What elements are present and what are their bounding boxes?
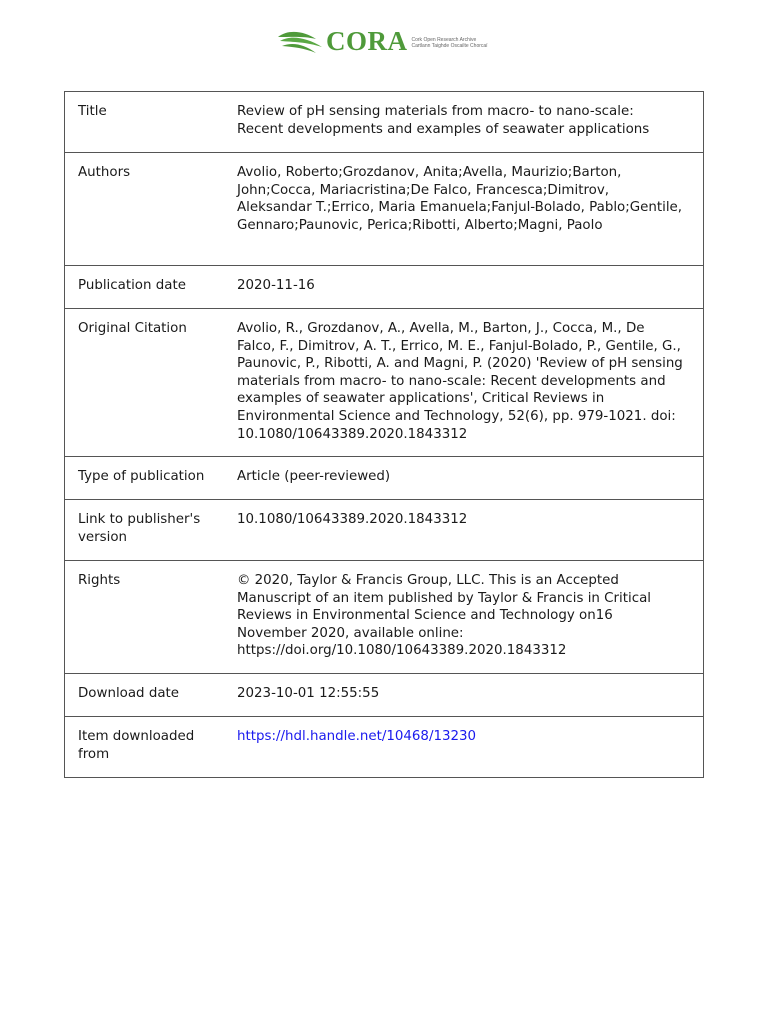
table-row: [65, 266, 704, 309]
logo-wordmark: CORA: [326, 25, 408, 56]
publication-type-label: Type of publication: [65, 457, 226, 500]
citation-label: Original Citation: [65, 309, 226, 457]
table-row: [65, 717, 704, 778]
table-row: [65, 92, 704, 153]
authors-label: Authors: [65, 153, 226, 266]
table-row: [65, 153, 704, 266]
table-row: [65, 457, 704, 500]
download-date-label: Download date: [65, 674, 226, 717]
table-row: [65, 309, 704, 457]
logo-tagline-irish: Cartlann Taighde Oscailte Chorcaí: [411, 43, 488, 49]
publisher-link-label: Link to publisher's version: [65, 500, 226, 561]
publication-type-value: Article (peer-reviewed): [225, 457, 704, 500]
logo-tagline-english: Cork Open Research Archive: [411, 37, 477, 43]
citation-value: Avolio, R., Grozdanov, A., Avella, M., Barton, J., Cocca, M., De Falco, F., Dimitrov, A. T., Errico, M. E., Fanjul-Bolado, P., Gentile, G., Paunovic, P., Ribotti, A. and Magni, P. (2020) 'Review of pH sensing materials from macro- to nano-scale: Recent developments and examples of seawater applications', Critical Reviews in Environmental Science and Technology, 52(6), pp. 979-1021. doi: 10.1080/10643389.2020.1843312: [225, 309, 704, 457]
table-row: [65, 674, 704, 717]
item-downloaded-label: Item downloaded from: [65, 717, 226, 778]
publication-date-label: Publication date: [65, 266, 226, 309]
title-value: Review of pH sensing materials from macro- to nano-scale: Recent developments and examples of seawater applications: [225, 92, 704, 153]
publication-date-value: 2020-11-16: [225, 266, 704, 309]
download-date-value: 2023-10-01 12:55:55: [225, 674, 704, 717]
handle-link[interactable]: https://hdl.handle.net/10468/13230: [237, 729, 477, 744]
table-row: [65, 500, 704, 561]
leaf-icon: [276, 27, 324, 55]
cora-logo: [276, 26, 488, 56]
title-label: Title: [65, 92, 226, 153]
rights-value: © 2020, Taylor & Francis Group, LLC. This is an Accepted Manuscript of an item published by Taylor & Francis in Critical Reviews in Environmental Science and Technology on16 November 2020, available online: https://doi.org/10.1080/10643389.2020.1843312: [225, 561, 704, 674]
item-downloaded-cell: [225, 717, 704, 778]
rights-label: Rights: [65, 561, 226, 674]
metadata-table: [64, 91, 704, 778]
logo-tagline: [412, 37, 488, 49]
table-row: [65, 561, 704, 674]
publisher-link-value: 10.1080/10643389.2020.1843312: [225, 500, 704, 561]
authors-value: Avolio, Roberto;Grozdanov, Anita;Avella, Maurizio;Barton, John;Cocca, Mariacristina;De Falco, Francesca;Dimitrov, Aleksandar T.;Errico, Maria Emanuela;Fanjul-Bolado, Pablo;Gentile, Gennaro;Paunovic, Perica;Ribotti, Alberto;Magni, Paolo: [225, 153, 704, 266]
